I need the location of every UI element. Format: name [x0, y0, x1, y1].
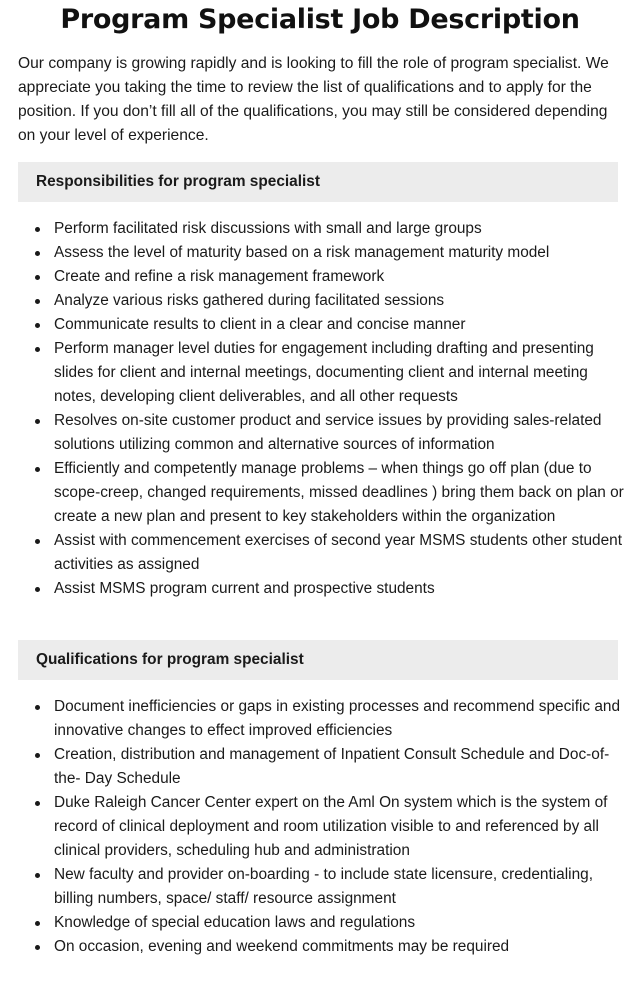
list-item — [18, 409, 624, 457]
bullet-icon — [35, 801, 40, 806]
list-item — [18, 337, 624, 409]
bullet-icon — [35, 419, 40, 424]
list-item-text: Resolves on-site customer product and service issues by providing sales-related solutions utilizing common and alternative sources of information — [54, 412, 602, 453]
bullet-icon — [35, 299, 40, 304]
bullet-icon — [35, 227, 40, 232]
list-item — [18, 241, 624, 265]
list-item-text: Create and refine a risk management framework — [54, 268, 385, 285]
list-item — [18, 791, 624, 863]
bullet-icon — [35, 587, 40, 592]
list-item-text: Creation, distribution and management of Inpatient Consult Schedule and Doc-of-the- Day Schedule — [54, 746, 610, 787]
qualifications-list — [18, 695, 624, 959]
list-item-text: Document inefficiencies or gaps in existing processes and recommend specific and innovative changes to effect improved efficiencies — [54, 698, 621, 739]
list-item — [18, 529, 624, 577]
intro-paragraph: Our company is growing rapidly and is looking to fill the role of program specialist. We appreciate you taking the time to review the list of qualifications and to apply for the position. If you don’t fill all of the qualifications, you may still be considered depending on your level of experience. — [18, 55, 609, 144]
list-item — [18, 289, 624, 313]
bullet-icon — [35, 945, 40, 950]
list-item — [18, 695, 624, 743]
responsibilities-list — [18, 217, 624, 601]
responsibilities-heading: Responsibilities for program specialist — [18, 162, 618, 202]
bullet-icon — [35, 347, 40, 352]
list-item — [18, 743, 624, 791]
list-item-text: Knowledge of special education laws and regulations — [54, 914, 416, 931]
bullet-icon — [35, 921, 40, 926]
bullet-icon — [35, 753, 40, 758]
list-item-text: Communicate results to client in a clear and concise manner — [54, 316, 466, 333]
list-item-text: Assist MSMS program current and prospective students — [54, 580, 435, 597]
list-item-text: New faculty and provider on-boarding - to include state licensure, credentialing, billing numbers, space/ staff/ resource assignment — [54, 866, 593, 907]
bullet-icon — [35, 275, 40, 280]
list-item-text: Assess the level of maturity based on a risk management maturity model — [54, 244, 550, 261]
list-item — [18, 217, 624, 241]
page-title: Program Specialist Job Description — [60, 4, 580, 35]
list-item — [18, 863, 624, 911]
list-item — [18, 911, 624, 935]
list-item — [18, 265, 624, 289]
list-item — [18, 313, 624, 337]
list-item — [18, 935, 624, 959]
bullet-icon — [35, 251, 40, 256]
list-item-text: Perform facilitated risk discussions with small and large groups — [54, 220, 482, 237]
bullet-icon — [35, 467, 40, 472]
bullet-icon — [35, 323, 40, 328]
qualifications-heading: Qualifications for program specialist — [18, 640, 618, 680]
list-item-text: Perform manager level duties for engagement including drafting and presenting slides for client and internal meetings, documenting client and internal meeting notes, developing client deliverables, and all other requests — [54, 340, 594, 405]
bullet-icon — [35, 705, 40, 710]
list-item-text: On occasion, evening and weekend commitments may be required — [54, 938, 510, 955]
bullet-icon — [35, 873, 40, 878]
list-item-text: Duke Raleigh Cancer Center expert on the Aml On system which is the system of record of clinical deployment and room utilization visible to and referenced by all clinical providers, scheduling hub and administration — [54, 794, 608, 859]
list-item-text: Efficiently and competently manage problems – when things go off plan (due to scope-creep, changed requirements, missed deadlines ) bring them back on plan or create a new plan and present to key stakeholders within the organization — [54, 460, 624, 525]
bullet-icon — [35, 539, 40, 544]
list-item — [18, 457, 624, 529]
list-item-text: Analyze various risks gathered during facilitated sessions — [54, 292, 445, 309]
list-item — [18, 577, 624, 601]
list-item-text: Assist with commencement exercises of second year MSMS students other student activities as assigned — [54, 532, 622, 573]
